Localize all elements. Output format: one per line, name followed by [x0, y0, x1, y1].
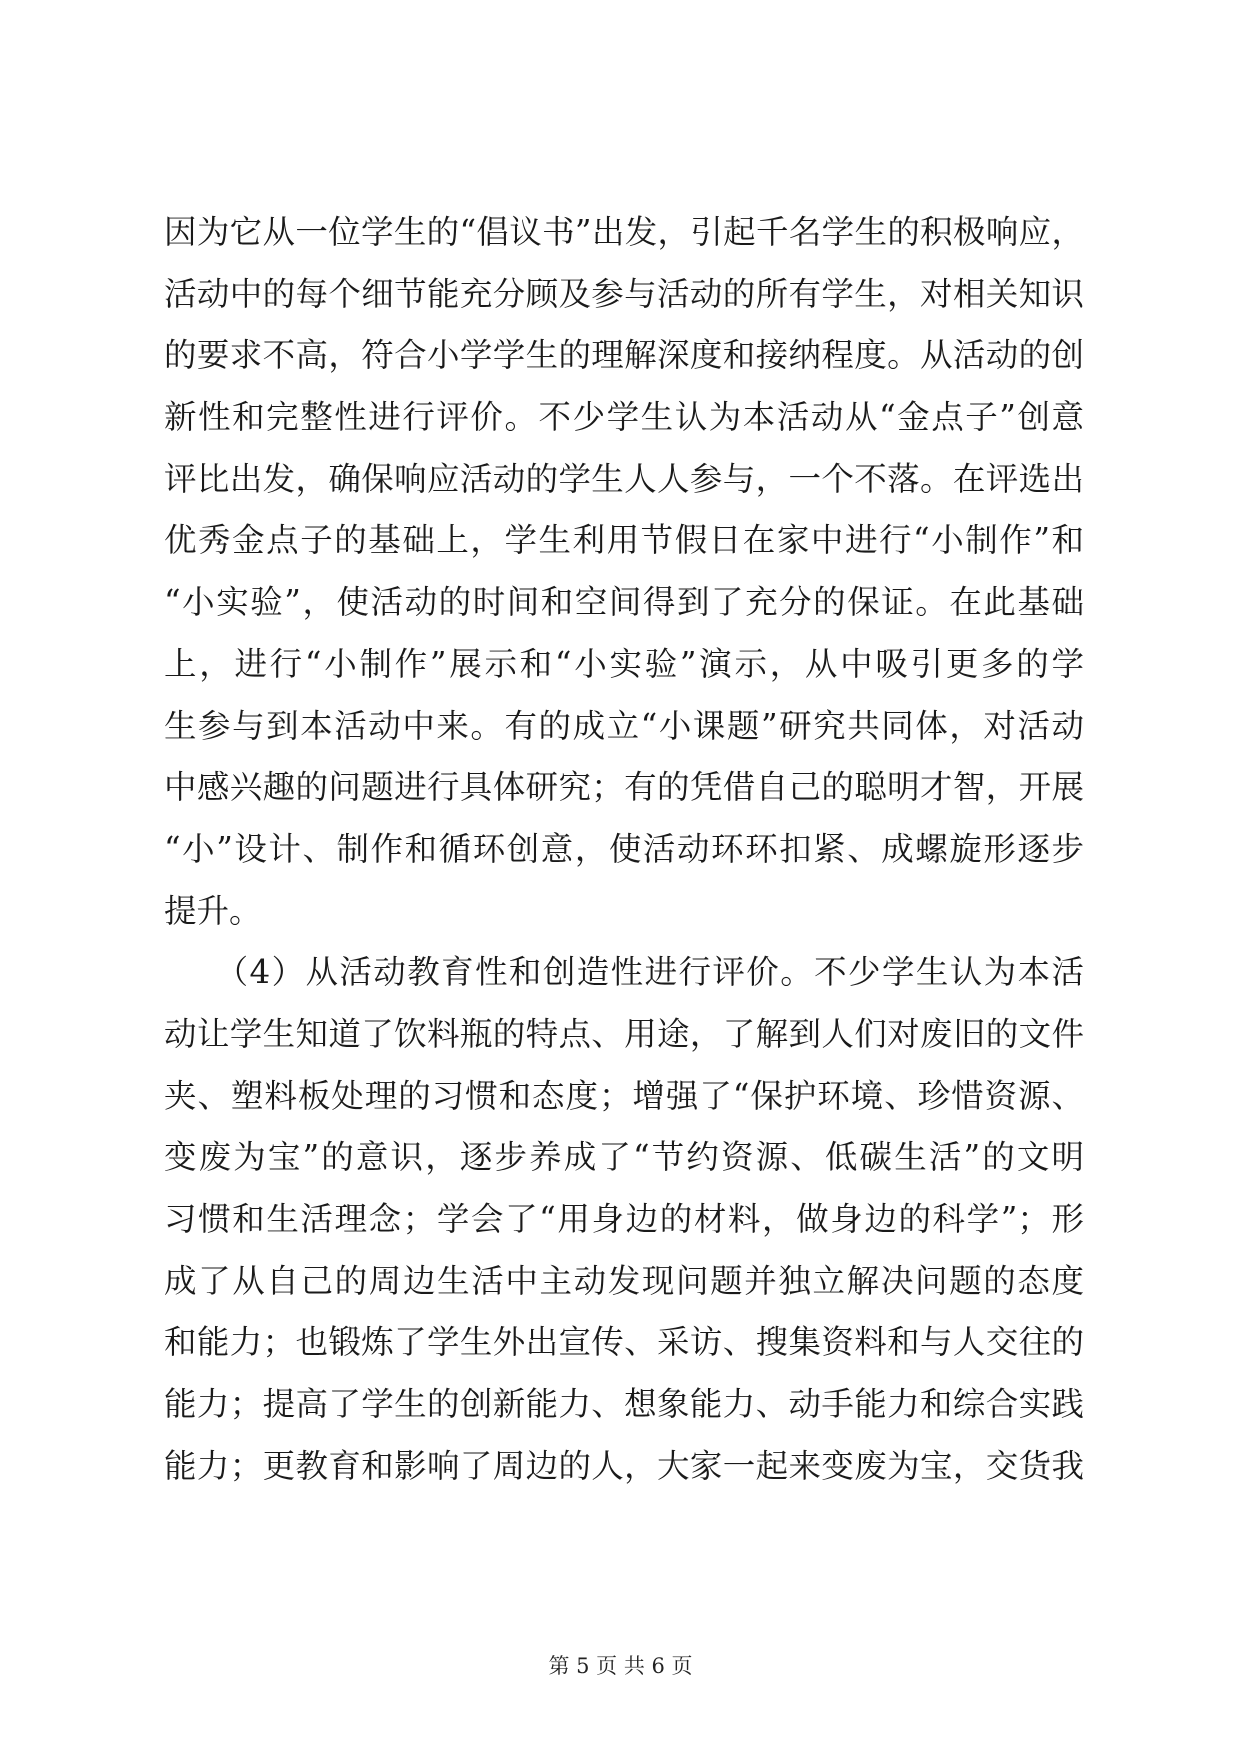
text-line: 因为它从一位学生的“倡议书”出发，引起千名学生的积极响应，: [164, 213, 1084, 251]
text-line: “小实验”，使活动的时间和空间得到了充分的保证。在此基础: [164, 583, 1084, 622]
text-line: 习惯和生活理念；学会了“用身边的材料，做身边的科学”；形: [164, 1200, 1084, 1238]
text-line: 上，进行“小制作”展示和“小实验”演示，从中吸引更多的学: [164, 644, 1084, 683]
page-number-label: 第 5 页 共 6 页: [548, 1654, 693, 1678]
text-line: “小”设计、制作和循环创意，使活动环环扣紧、成螺旋形逐步: [164, 829, 1084, 868]
text-line: 评比出发，确保响应活动的学生人人参与，一个不落。在评选出: [164, 459, 1084, 498]
text-line: （4）从活动教育性和创造性进行评价。不少学生认为本活: [164, 953, 1084, 992]
text-line: 生参与到本活动中来。有的成立“小课题”研究共同体，对活动: [164, 706, 1084, 745]
text-line: 动让学生知道了饮料瓶的特点、用途，了解到人们对废旧的文件: [164, 1014, 1084, 1053]
text-line: 新性和完整性进行评价。不少学生认为本活动从“金点子”创意: [164, 398, 1084, 437]
text-line: 提升。: [164, 891, 262, 930]
text-line: 能力；更教育和影响了周边的人，大家一起来变废为宝，交货我: [164, 1446, 1084, 1485]
text-line: 的要求不高，符合小学学生的理解深度和接纳程度。从活动的创: [164, 336, 1084, 375]
text-line: 成了从自己的周边生活中主动发现问题并独立解决问题的态度: [164, 1261, 1084, 1300]
text-line: 优秀金点子的基础上，学生利用节假日在家中进行“小制作”和: [164, 521, 1084, 560]
text-line: 夹、塑料板处理的习惯和态度；增强了“保护环境、珍惜资源、: [164, 1076, 1084, 1115]
body-text: [164, 202, 1084, 1497]
text-line: 能力；提高了学生的创新能力、想象能力、动手能力和综合实践: [164, 1385, 1084, 1424]
text-line: 变废为宝”的意识，逐步养成了“节约资源、低碳生活”的文明: [164, 1138, 1084, 1177]
text-line: 中感兴趣的问题进行具体研究；有的凭借自己的聪明才智，开展: [164, 768, 1084, 807]
text-line: 和能力；也锻炼了学生外出宣传、采访、搜集资料和与人交往的: [164, 1323, 1084, 1362]
page-footer: [0, 1650, 1241, 1680]
text-line: 活动中的每个细节能充分顾及参与活动的所有学生，对相关知识: [164, 274, 1084, 313]
